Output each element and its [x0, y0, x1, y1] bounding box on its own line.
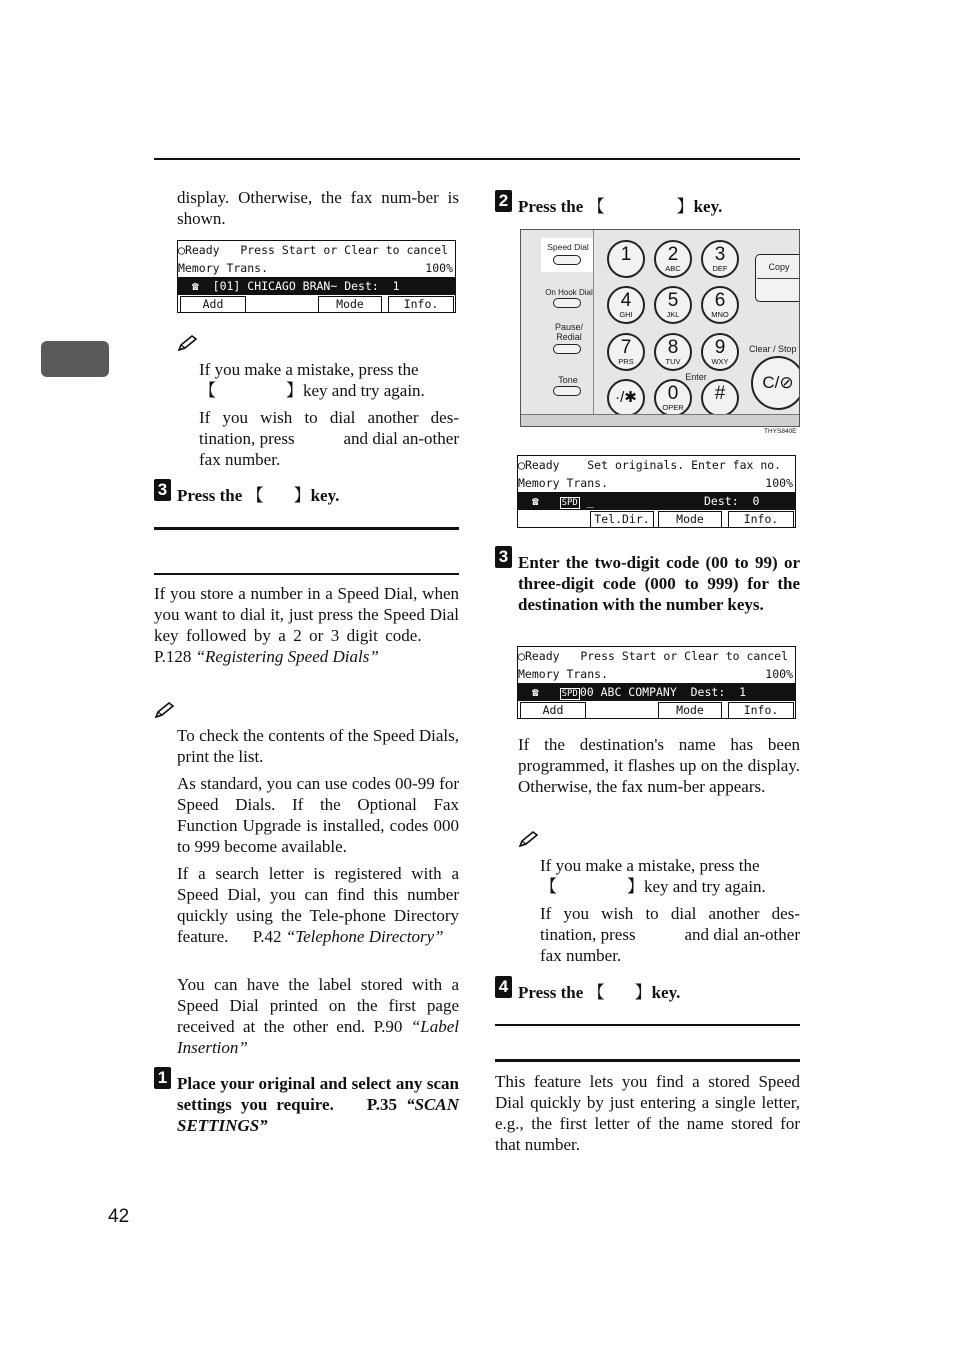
lcd-row2-left: Memory Trans. [518, 667, 609, 681]
lcd-info-button[interactable]: Info. [728, 702, 794, 719]
chapter-tab [41, 341, 109, 377]
section-rule-thin [154, 573, 459, 575]
lcd-info-button[interactable]: Info. [728, 511, 794, 528]
note-pencil-icon [177, 334, 199, 352]
keypad-divider [593, 230, 594, 426]
step-2-number: 2 [495, 190, 512, 212]
telephone-directory-text: This feature lets you find a stored Speed Dial quickly by just entering a single letter, e.g., the first letter of the name stored for that number. [495, 1072, 800, 1154]
lcd-display-1 [177, 240, 456, 313]
key-0[interactable]: 0 OPER [654, 379, 692, 417]
speed-dial-intro: If you store a number in a Speed Dial, when you want to dial it, just press the Speed Dial key followed by a 2 or 3 digit code. P.128 “Registering Speed Dials” [154, 584, 459, 666]
label-on-hook-dial: On Hook Dial [545, 288, 593, 297]
spd-badge: SPD [561, 689, 578, 699]
lcd-row2-right: 100% [765, 476, 793, 490]
key-9[interactable]: 9 WXY [701, 333, 739, 371]
lcd-display-2: ◯Ready Set originals. Enter fax no. Memory Trans. 100% ☎ SPD _ Dest: 0 Tel.Dir. Mode Info. [517, 455, 796, 528]
key-4[interactable]: 4 GHI [607, 286, 645, 324]
tone-key[interactable] [553, 386, 581, 396]
page-number: 42 [108, 1206, 130, 1227]
lcd-add-button[interactable]: Add [180, 296, 246, 313]
bracket-close: 】 [286, 381, 303, 401]
key-1[interactable]: 1 [607, 240, 645, 278]
pause-redial-key[interactable] [553, 344, 581, 354]
section-rule-thick [495, 1024, 800, 1026]
label-tone: Tone [558, 375, 578, 385]
lcd-row1: Ready Press Start or Clear to cancel [184, 243, 449, 257]
note3-line3: If you wish to dial another des-tination, press and dial an-other fax number. [540, 904, 800, 965]
lcd-row3: [01] CHICAGO BRAN~ Dest: 1 [212, 279, 400, 293]
label-copy: Copy [768, 262, 790, 272]
step-4-number: 4 [495, 976, 512, 998]
step-4-text: Press the 【 】key. [518, 983, 681, 1003]
note-pencil-icon [154, 701, 176, 719]
speed-dial-key[interactable] [553, 255, 581, 265]
step-1-number: 1 [154, 1067, 171, 1089]
note2-item3: If a search letter is registered with a Speed Dial, you can find this number quickly using the Tele-phone Directory feature. P.42 “Telephone Directory” [177, 864, 459, 946]
section-rule-thick-2 [495, 1059, 800, 1062]
phone-icon: ☎ [531, 685, 539, 699]
note1-line3: If you wish to dial another des-tination, press and dial an-other fax number. [199, 408, 459, 469]
bracket-open: 【 [199, 381, 216, 401]
note2-item1: To check the contents of the Speed Dials, print the list. [177, 726, 459, 766]
key-3[interactable]: 3 DEF [701, 240, 739, 278]
step-3-number: 3 [154, 479, 171, 501]
note2-item2: As standard, you can use codes 00-99 for Speed Dials. If the Optional Fax Function Upgrade is installed, codes 000 to 999 become available. [177, 774, 459, 856]
clear-stop-symbol: C/⊘ [762, 373, 794, 392]
lcd-add-button[interactable]: Add [520, 702, 586, 719]
intro-text: display. Otherwise, the fax num-ber is shown. [177, 188, 459, 228]
spd-badge: SPD [561, 498, 578, 508]
lcd-ready-icon: ◯ [518, 458, 525, 472]
lcd-mode-button[interactable]: Mode [658, 702, 722, 719]
header-rule [154, 158, 800, 160]
phone-icon: ☎ [191, 279, 199, 293]
key-8[interactable]: 8 TUV [654, 333, 692, 371]
key-6[interactable]: 6 MNO [701, 286, 739, 324]
step-3-number: 3 [495, 546, 512, 568]
key-tone-star[interactable]: ·/✱ [607, 379, 645, 417]
lcd-row2-right: 100% [425, 261, 453, 275]
lcd-info-button[interactable]: Info. [388, 296, 454, 313]
label-clear-stop: Clear / Stop [749, 344, 797, 354]
lcd-mode-button[interactable]: Mode [658, 511, 722, 528]
note2-item4: You can have the label stored with a Speed Dial printed on the first page received at the other end. P.90 “Label Insertion” [177, 975, 460, 1057]
step-3-enter-code-text: Enter the two-digit code (00 to 99) or three-digit code (000 to 999) for the destination with the number keys. [518, 553, 800, 614]
lcd-row1: Ready Press Start or Clear to cancel [524, 649, 789, 663]
section-rule-thick [154, 527, 459, 530]
key-7[interactable]: 7 PRS [607, 333, 645, 371]
lcd-row2-left: Memory Trans. [518, 476, 609, 490]
lcd-display-3 [517, 646, 796, 719]
lcd-teldir-button[interactable]: Tel.Dir. [590, 511, 654, 528]
clear-stop-key[interactable] [751, 356, 800, 410]
after-code-text: If the destination's name has been programmed, it flashes up on the display. Otherwise, the fax num-ber appears. [518, 735, 800, 796]
lcd-mode-button[interactable]: Mode [318, 296, 382, 313]
note3-line1: If you make a mistake, press the [540, 856, 760, 875]
key-5[interactable]: 5 JKL [654, 286, 692, 324]
step-3-text: Press the 【 】key. [177, 486, 340, 506]
step-1-text: Place your original and select any scan settings you require. P.35 “SCAN SETTINGS” [177, 1074, 459, 1135]
label-enter: Enter [685, 372, 707, 382]
lcd-row1: Ready Set originals. Enter fax no. [524, 458, 782, 472]
key-hash[interactable]: # [701, 379, 739, 417]
note-pencil-icon [518, 830, 540, 848]
note1-line1: If you make a mistake, press the [199, 360, 419, 379]
lcd-row2-left: Memory Trans. [178, 261, 269, 275]
note1-line2: 【 】key and try again. [199, 381, 425, 401]
step-2-text: Press the 【 】key. [518, 197, 723, 217]
key-2[interactable]: 2 ABC [654, 240, 692, 278]
lcd-ready-icon: ◯ [178, 243, 185, 257]
phone-icon: ☎ [531, 494, 539, 508]
label-pause-redial: Pause/ Redial [554, 322, 584, 342]
copy-key-lower-line [757, 278, 800, 279]
note3-line2: 【 】key and try again. [540, 877, 766, 897]
panel-bottom-edge [521, 414, 799, 427]
lcd-ready-icon: ◯ [518, 649, 525, 663]
lcd-row3-dest: Dest: 0 [704, 494, 760, 508]
lcd-row3: 00 ABC COMPANY Dest: 1 [579, 685, 747, 699]
on-hook-dial-key[interactable] [553, 298, 581, 308]
figure-code: THYS840E [764, 428, 797, 435]
control-panel-illustration [520, 229, 800, 427]
label-speed-dial: Speed Dial [547, 242, 589, 252]
lcd-row2-right: 100% [765, 667, 793, 681]
